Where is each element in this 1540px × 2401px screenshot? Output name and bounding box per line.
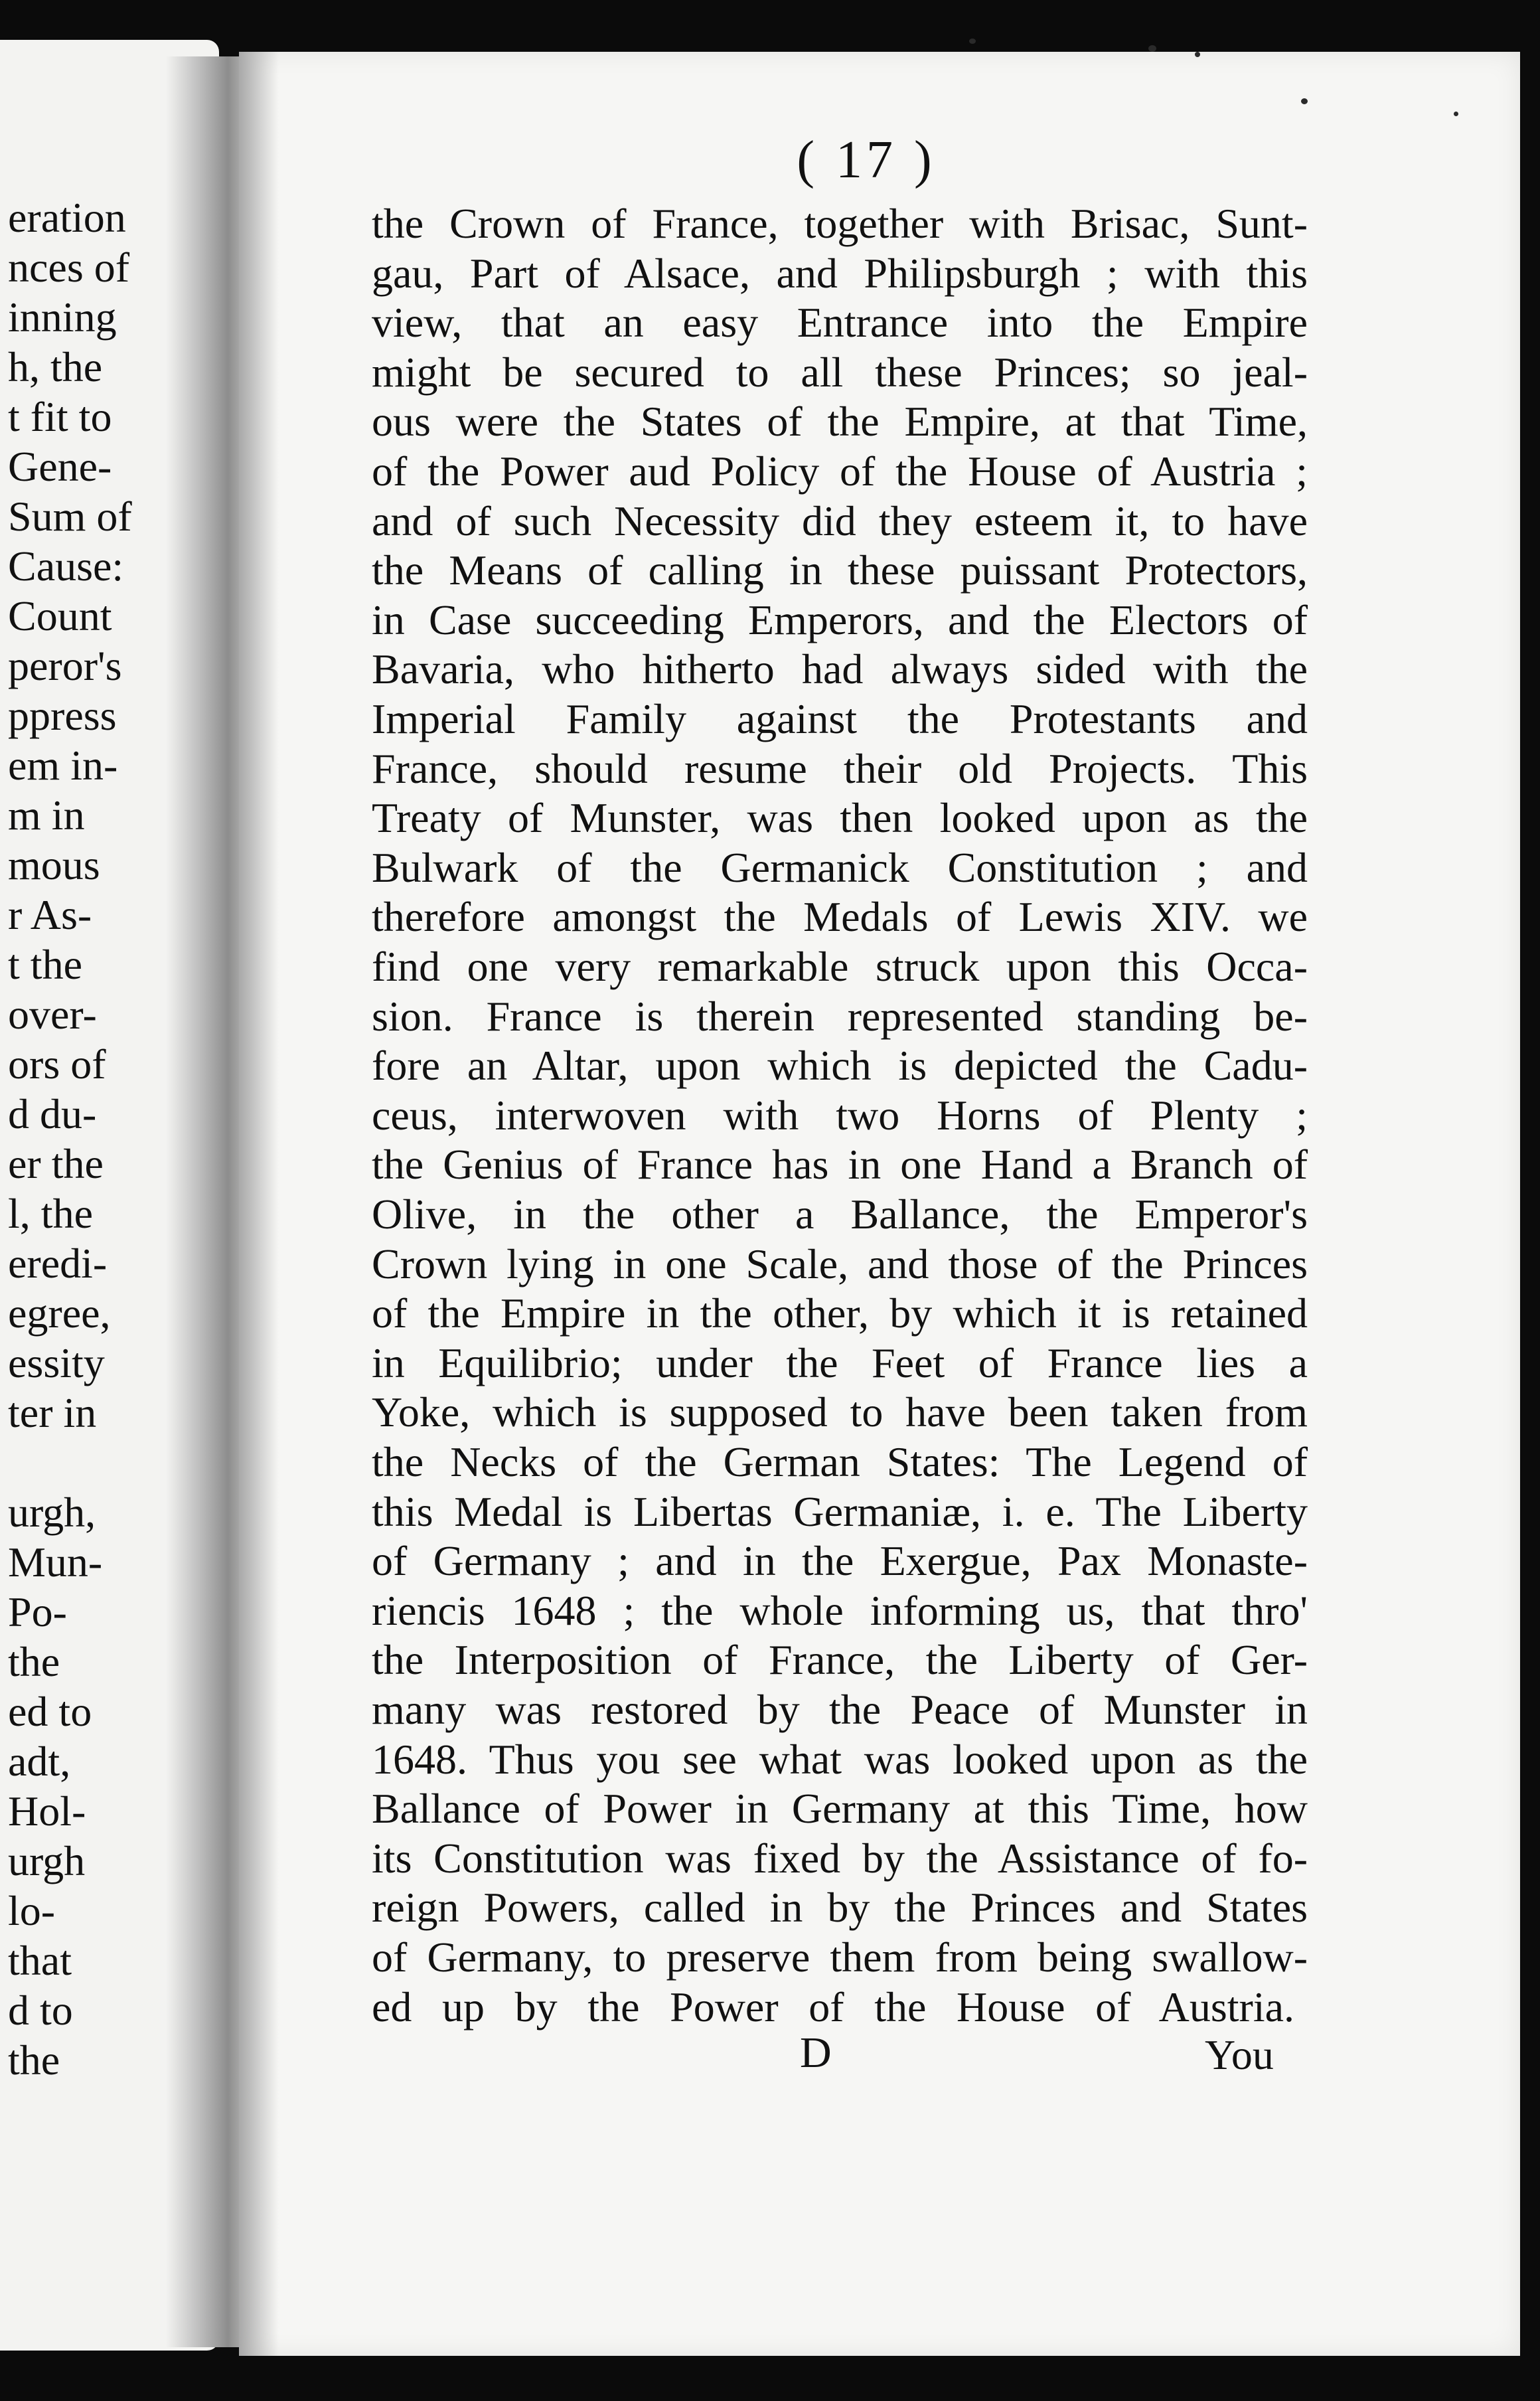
text-line: reign Powers, called in by the Princes and States	[372, 1884, 1308, 1931]
left-page-line: t the	[8, 941, 82, 988]
text-line: Imperial Family against the Protestants and	[372, 695, 1308, 742]
text-line: Bulwark of the Germanick Constitution ; and	[372, 844, 1308, 891]
left-page-line: eration	[8, 194, 126, 241]
text-line: the Genius of France has in one Hand a Branch of	[372, 1141, 1308, 1188]
text-line: Bavaria, who hitherto had always sided with the	[372, 645, 1308, 693]
left-page-line: l, the	[8, 1190, 93, 1237]
left-page-line: Count	[8, 592, 112, 639]
left-page-line: h, the	[8, 343, 103, 390]
text-line: the Means of calling in these puissant Protectors,	[372, 546, 1308, 594]
text-line: France, should resume their old Projects. This	[372, 745, 1308, 792]
left-page-line: m in	[8, 791, 85, 839]
text-line: its Constitution was fixed by the Assistance of fo-	[372, 1835, 1308, 1882]
text-line: find one very remarkable struck upon this Occa-	[372, 943, 1308, 990]
left-page-line: Cause:	[8, 542, 124, 590]
left-page-line: inning	[8, 293, 117, 341]
left-page-line: ter in	[8, 1389, 97, 1436]
text-line: Olive, in the other a Ballance, the Emperor's	[372, 1191, 1308, 1238]
left-page-line: the	[8, 1638, 60, 1685]
left-page-line: urgh,	[8, 1489, 96, 1536]
text-line: fore an Altar, upon which is depicted the Cadu-	[372, 1042, 1308, 1089]
left-page-line: that	[8, 1937, 72, 1984]
text-line: gau, Part of Alsace, and Philipsburgh ; with this	[372, 250, 1308, 297]
left-page-line: mous	[8, 841, 100, 888]
text-line: view, that an easy Entrance into the Empire	[372, 299, 1308, 346]
text-line: this Medal is Libertas Germaniæ, i. e. The Liberty	[372, 1488, 1308, 1535]
left-page-line: ors of	[8, 1040, 106, 1088]
text-line: sion. France is therein represented standing be-	[372, 993, 1308, 1040]
left-page-line: er the	[8, 1140, 104, 1187]
left-page-line: Po-	[8, 1588, 67, 1635]
text-line: Treaty of Munster, was then looked upon as the	[372, 794, 1308, 841]
text-line: ous were the States of the Empire, at that Time,	[372, 398, 1308, 445]
left-page-line: ppress	[8, 692, 117, 739]
catchword: You	[1205, 2031, 1274, 2078]
text-line: in Equilibrio; under the Feet of France lies a	[372, 1339, 1308, 1386]
left-page-line: peror's	[8, 642, 122, 689]
left-page-line: d to	[8, 1987, 73, 2034]
text-line: 1648. Thus you see what was looked upon as the	[372, 1736, 1308, 1783]
left-page-line: Hol-	[8, 1787, 86, 1835]
text-line: ed up by the Power of the House of Austria.	[372, 1983, 1294, 2030]
text-line: therefore amongst the Medals of Lewis XIV. we	[372, 893, 1308, 940]
left-page-line: urgh	[8, 1837, 86, 1884]
text-line: and of such Necessity did they esteem it, to have	[372, 497, 1308, 544]
left-page-line: egree,	[8, 1289, 111, 1337]
left-page-line: over-	[8, 991, 97, 1038]
page-number: ( 17 )	[797, 131, 936, 189]
text-line: Crown lying in one Scale, and those of the Princes	[372, 1240, 1308, 1287]
text-line: in Case succeeding Emperors, and the Electors of	[372, 596, 1308, 643]
signature-mark: D	[800, 2028, 832, 2077]
text-line: of the Empire in the other, by which it is retained	[372, 1289, 1308, 1337]
left-page-line: Sum of	[8, 493, 132, 540]
left-page-line: em in-	[8, 742, 118, 789]
left-page-line: eredi-	[8, 1240, 108, 1287]
left-page-line: Mun-	[8, 1538, 103, 1586]
text-line: Ballance of Power in Germany at this Time, how	[372, 1785, 1308, 1832]
text-line: Yoke, which is supposed to have been taken from	[372, 1388, 1308, 1436]
left-page-line: adt,	[8, 1738, 71, 1785]
left-page-line: lo-	[8, 1887, 56, 1934]
text-line: of the Power aud Policy of the House of Austria ;	[372, 448, 1308, 495]
text-line: many was restored by the Peace of Munster in	[372, 1686, 1308, 1733]
left-page-line: ed to	[8, 1688, 92, 1735]
text-line: of Germany, to preserve them from being swallow-	[372, 1934, 1308, 1981]
text-line: the Interposition of France, the Liberty of Ger-	[372, 1636, 1308, 1683]
text-line: ceus, interwoven with two Horns of Plenty ;	[372, 1092, 1308, 1139]
left-page-line: nces of	[8, 244, 130, 291]
left-page-line: d du-	[8, 1090, 97, 1137]
left-page-line: the	[8, 2036, 60, 2084]
text-line: might be secured to all these Princes; so jeal-	[372, 349, 1308, 396]
text-line: riencis 1648 ; the whole informing us, that thro'	[372, 1587, 1308, 1634]
left-page-line: Gene-	[8, 443, 112, 490]
left-page-line: t fit to	[8, 393, 112, 440]
text-line: of Germany ; and in the Exergue, Pax Monaste-	[372, 1537, 1308, 1584]
left-page-line: r As-	[8, 891, 92, 938]
left-page-line: essity	[8, 1339, 105, 1386]
text-line: the Crown of France, together with Brisac, Sunt-	[372, 200, 1308, 247]
text-line: the Necks of the German States: The Legend of	[372, 1438, 1308, 1485]
